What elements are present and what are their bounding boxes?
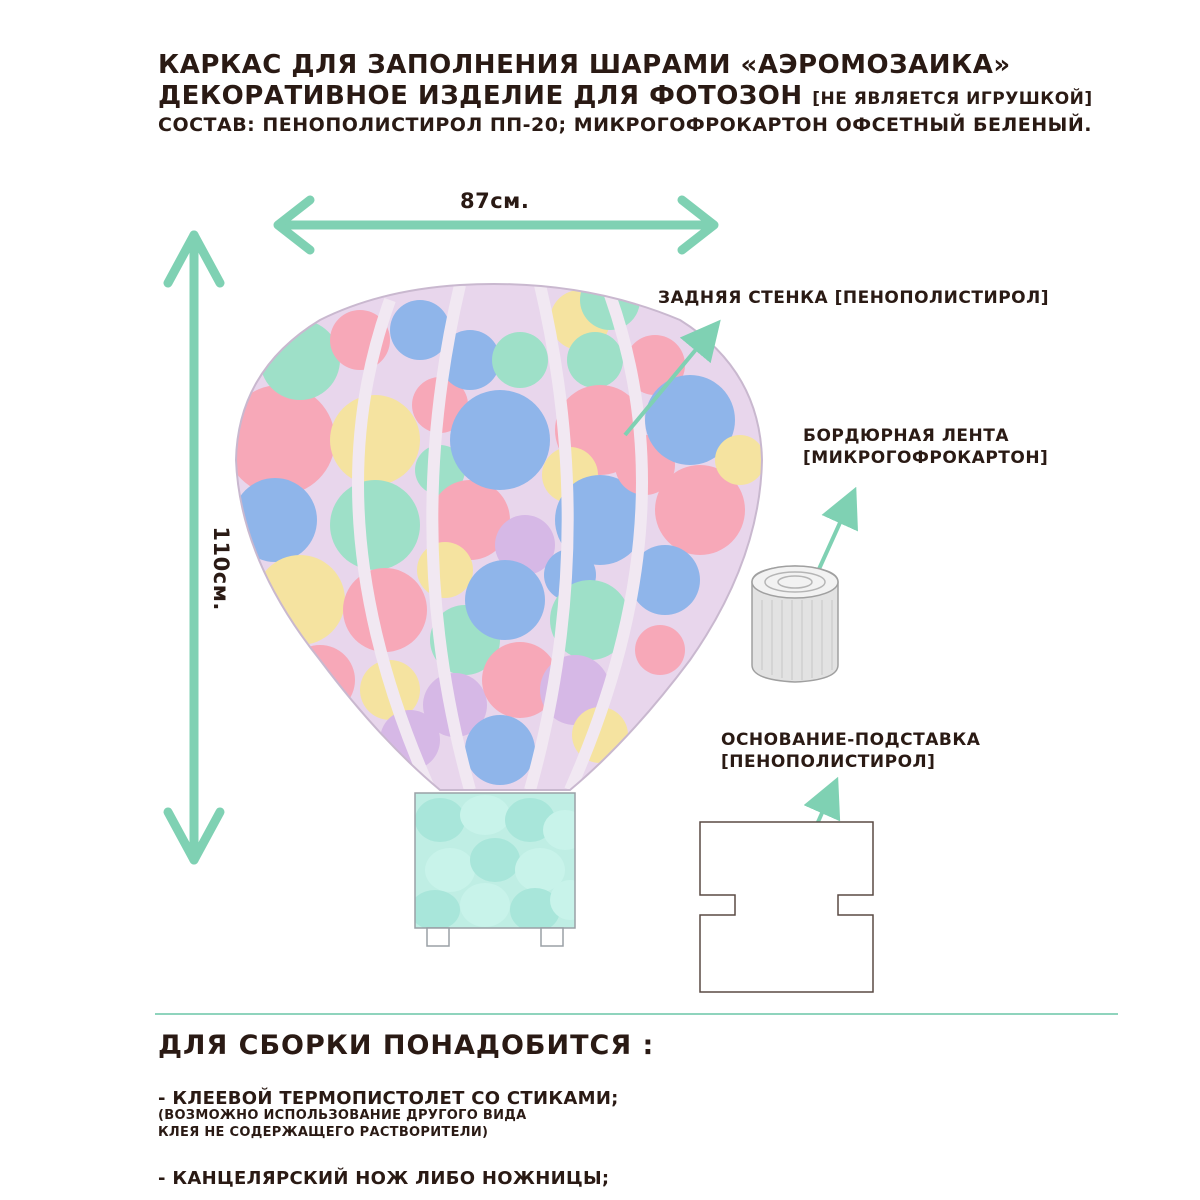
heading-line3: СОСТАВ: ПЕНОПОЛИСТИРОЛ ПП-20; МИКРОГОФРОКАРТОН ОФСЕТНЫЙ БЕЛЕНЫЙ. <box>158 114 1092 137</box>
back-wall-label: ЗАДНЯЯ СТЕНКА [ПЕНОПОЛИСТИРОЛ] <box>658 288 1050 308</box>
heading-line2-main: ДЕКОРАТИВНОЕ ИЗДЕЛИЕ ДЛЯ ФОТОЗОН <box>158 81 803 112</box>
base-label-line1: ОСНОВАНИЕ-ПОДСТАВКА <box>721 730 981 750</box>
assembly-item-glue-note-line2: КЛЕЯ НЕ СОДЕРЖАЩЕГО РАСТВОРИТЕЛИ) <box>158 1124 489 1140</box>
width-label: 87см. <box>460 189 530 213</box>
assembly-title: ДЛЯ СБОРКИ ПОНАДОБИТСЯ : <box>158 1030 655 1061</box>
border-tape-roll <box>752 566 838 682</box>
base-label <box>721 729 980 773</box>
assembly-item-glue-note-line1: (ВОЗМОЖНО ИСПОЛЬЗОВАНИЕ ДРУГОГО ВИДА <box>158 1108 527 1123</box>
assembly-item-glue-gun: - КЛЕЕВОЙ ТЕРМОПИСТОЛЕТ СО СТИКАМИ; <box>158 1088 619 1109</box>
border-tape-label-line2: [МИКРОГОФРОКАРТОН] <box>803 448 1049 469</box>
balloon-basket <box>410 793 590 946</box>
border-tape-label-line1: БОРДЮРНАЯ ЛЕНТА <box>803 426 1010 446</box>
border-tape-label <box>803 425 1048 469</box>
assembly-item-glue-note <box>158 1108 527 1142</box>
assembly-item-knife: - КАНЦЕЛЯРСКИЙ НОЖ ЛИБО НОЖНИЦЫ; <box>158 1168 610 1189</box>
height-label: 110см. <box>208 526 233 611</box>
heading-line2-note: [НЕ ЯВЛЯЕТСЯ ИГРУШКОЙ] <box>812 89 1093 110</box>
balloon-envelope <box>225 270 770 800</box>
base-stand-outline <box>700 822 873 992</box>
section-divider <box>155 1013 1118 1015</box>
base-label-line2: [ПЕНОПОЛИСТИРОЛ] <box>721 752 936 773</box>
heading-line1: КАРКАС ДЛЯ ЗАПОЛНЕНИЯ ШАРАМИ «АЭРОМОЗАИКА» <box>158 50 1011 80</box>
